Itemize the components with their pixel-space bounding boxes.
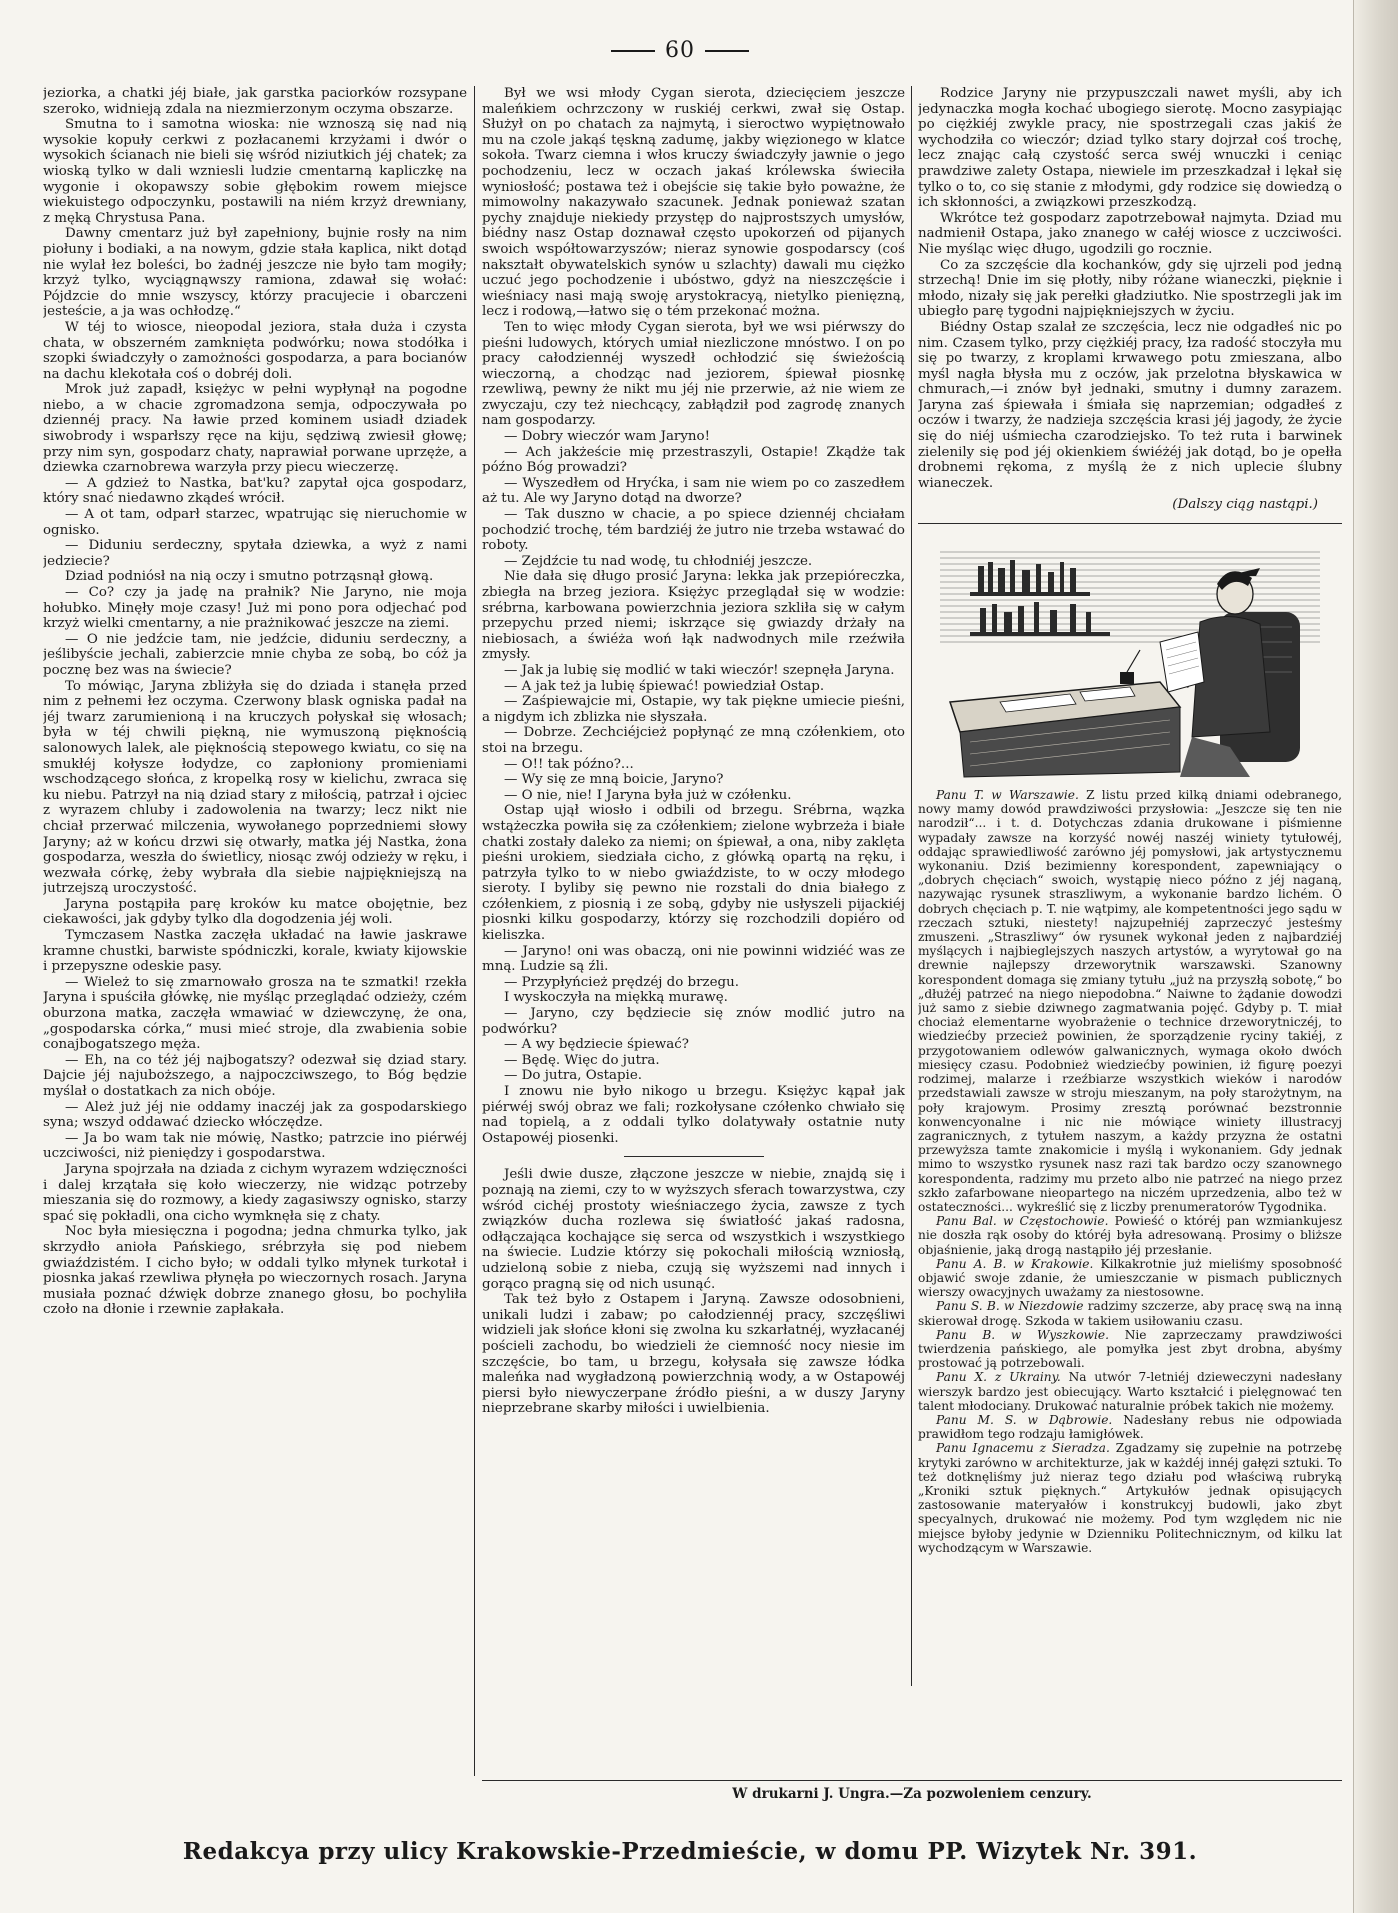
section-separator [624, 1156, 764, 1157]
paragraph: — Jak ja lubię się modlić w taki wieczór! szepnęła Jaryna. [504, 662, 895, 678]
column-3 [918, 86, 1342, 1776]
paragraph: — A ot tam, odparł starzec, wpatrując się nieruchomie w ognisko. [43, 507, 467, 538]
note-addressee: Panu X. z Ukrainy. [936, 1370, 1061, 1385]
paragraph: To mówiąc, Jaryna zbliżyła się do dziada i stanęła przed nim z pełnemi łez oczyma. Czerwony blask ogniska padał na jéj twarz zarumienioną i na kruczych połyskał się włosach; była w téj chwili piękną, nie wymuszoną pięknością salonowych lalek, ale pięknością stepowego kwiatu, co się na smukłéj kołysze łodydze, co zapłoniony promieniami wschodzącego słońca, z kropelką rosy w kielichu, zwraca się ku niebu. Patrzył na nią dziad stary z miłością, patrzał i ojciec z wyrazem chluby i zadowolenia na twarzy; lecz nikt nie chciał przerwać milczenia, wywołanego poprzedniemi słowy Jaryny; aż w końcu drzwi się otwarły, matka jéj Nastka, żona gospodarza, weszła do świetlicy, niosąc zwój odzieży w ręku, i wezwała córkę, żeby wybrała dla siebie najpiękniejszą na jutrzejszą uroczystość. [43, 678, 467, 897]
note-addressee: Panu A. B. w Krakowie. [936, 1256, 1094, 1271]
paragraph: — Dobry wieczór wam Jaryno! [504, 429, 710, 445]
paragraph: Mrok już zapadł, księżyc w pełni wypłynął na pogodne niebo, a w chacie zgromadzona semja, odpoczywała po dziennéj pracy. Na ławie przed kominem usiadł dziadek siwobrody i wsparłszy ręce na kiju, sędziwą zwiesił głowę; przy nim syn, gospodarz chaty, naprawiał porwane uprzęże, a dziewka czarnobrewa warzyła przy piecu wieczerzę. [43, 382, 467, 476]
paragraph: — Dobrze. Zechciéjcież popłynąć ze mną czółenkiem, oto stoi na brzegu. [482, 725, 905, 756]
paragraph: Ostap ujął wiosło i odbili od brzegu. Srébrna, wązka wstążeczka powiła się za czółenkiem; zielone wybrzeża i białe chatki zostały daleko za niemi; on śpiewał, a ona, niby zaklęta pieśni urokiem, siedziała cicho, z główką opartą na ręku, i patrzyła tylko to w niebo gwiaździste, to w oczy młodego sieroty. I byliby się pewno nie rozstali do dnia białego z czółenkiem, z piosnią i ze sobą, gdyby nie usłyszeli pijackiéj piosnki kilku gospodarzy, którzy się rozchodzili dopiéro od kieliszka. [482, 803, 905, 944]
paragraph: Dawny cmentarz już był zapełniony, bujnie rosły na nim piołuny i bodiaki, a na nowym, gdzie stała kaplica, nikt dotąd nie wylał łez boleści, bo żadnéj jeszcze nie było tam mogiły; krzyż tylko, wyciągnąwszy ramiona, zdawał się wołać: Pójdzcie do mnie wszyscy, którzy pracujecie i obarczeni jesteście, a ja was ochłodzę.“ [43, 226, 467, 320]
paragraph: jeziorka, a chatki jéj białe, jak garstka paciorków rozsypane szeroko, widnieją zdala na niezmierzonym oczyma obszarze. [43, 86, 467, 117]
paragraph: — Do jutra, Ostapie. [504, 1068, 643, 1084]
note-text: Z listu przed kilką dniami odebranego, nowy mamy dowód prawdziwości przysłowia: „Jeszcze się ten nie narodził“... i t. d. Dotychczas zdania drukowane i piśmienne wypadały zawsze na korzyść nowéj naszéj winiety tytułowéj, oddając sprawiedliwość zarówno jéj pomysłowi, jak artystycznemu wykonaniu. Dziś bezimienny korespondent, zapewniający o „dobrych chęciach“ swoich, wystąpię nieco późno z jéj naganą, nazywając rysunek straszliwym, a wykonanie bardzo lichém. O dobrych chęciach p. T. nie wątpimy, ale kompetentności jego sądu w rzeczach sztuki, niestety! najzupełniéj zaprzeczyć jesteśmy zmuszeni. „Straszliwy“ ów rysunek wykonał jeden z najbardziéj myślących i najbieglejszych naszych artystów, a wyrytował go na drewnie najlepszy drzeworytnik warszawski. Szanowny korespondent domaga się zmiany tytułu „już na przyszłą sobotę,“ bo „dłużéj patrzeć na niego niepodobna.“ Naiwne to żądanie dowodzi już samo z siebie dziwnego zagmatwania pojęć. Gdyby p. T. miał chociaż elementarne wyobrażenie o technice drzeworytniczéj, to wiedziećby przecież powinien, że sporządzenie ryciny takiéj, z przygotowaniem odlewów galwanicznych, wymaga około dwóch miesięcy czasu. Podobnież wiedziećby powinien, iż figurę poezyi rodzimej, malarze i rzeźbiarze wszystkich wieków i narodów przedstawiali zawsze w stroju mieszanym, na poły starożytnym, na poły krajowym. Prosimy zresztą porównać bezstronnie konwencyonalne i nic nie mówiące winiety illustracyj zagranicznych, z tytułem naszym, a każdy przyzna że ostatni przewyższa tamte znakomicie i myślą i wykonaniem. Gdy jednak mimo to wszystko rysunek nasz razi tak bardzo oczy szanownego korespondenta, radzimy mu przeto albo nie patrzeć na niego przez szkło zafarbowane nieopartego na niczém uprzedzenia, albo też w ostateczności... wykreślić się z liczby prenumeratorów Tygodnika. [918, 788, 1342, 1214]
note [918, 1413, 1342, 1441]
paragraph: — A gdzież to Nastka, bat'ku? zapytał ojca gospodarz, który snać niedawno zkądeś wrócił. [43, 475, 467, 507]
paragraph: — Wy się ze mną boicie, Jaryno? [504, 772, 724, 788]
editorial-address: Redakcya przy ulicy Krakowskie-Przedmieście, w domu PP. Wizytek Nr. 391. [182, 1838, 1198, 1865]
paragraph: — A wy będziecie śpiewać? [504, 1037, 689, 1053]
paragraph: — O!! tak późno?... [504, 756, 634, 772]
paragraph: — Tak duszno w chacie, a po spiece dziennéj chciałam pochodzić trochę, tém bardziéj że jutro nie trzeba wstawać do roboty. [482, 507, 905, 554]
continuation-note: (Dalszy ciąg nastąpi.) [1172, 497, 1318, 513]
note [918, 1299, 1342, 1327]
paragraph: Ten to więc młody Cygan sierota, był we wsi piérwszy do pieśni ludowych, których umiał niezliczone mnóstwo. I on po pracy całodziennéj wyszedł ochłodzić się świeżością wieczorną, a chodząc nad jeziorem, śpiewał piosnkę rzewliwą, pewny że nikt mu jéj nie przerwie, aż nie wiem ze zwyczaju, czy też niechcący, zabłądził pod zagrodę znanych nam gospodarzy. [482, 319, 905, 429]
paragraph: I znowu nie było nikogo u brzegu. Księżyc kąpał jak piérwéj swój obraz we fali; rozkołysane czółenko chwiało się nad topielą, a z oddali tylko dolatywały ostatnie nuty Ostapowéj piosenki. [482, 1084, 905, 1146]
engraving-reader-at-desk [930, 532, 1330, 782]
paragraph: Smutna to i samotna wioska: nie wznoszą się nad nią wysokie kopuły cerkwi z pozłacanemi krzyżami i dwór o wysokich ścianach nie bieli się wśród niziutkich jéj chatek; za wioską tylko w dali wzniesli ludzie cmentarną kapliczkę na wygonie i okopawszy sobie głębokim rowem miejsce wiekuistego odpoczynku, postawili na niém krzyż drewniany, z męką Chrystusa Pana. [43, 117, 467, 226]
note-addressee: Panu S. B. w Niezdowie [936, 1299, 1084, 1314]
paragraph: — Zejdźcie tu nad wodę, tu chłodniéj jeszcze. [504, 553, 813, 569]
paragraph: Tymczasem Nastka zaczęła układać na ławie jaskrawe kramne chustki, barwiste spódniczki, korale, kwiaty kijowskie i przepyszne odeskie pasy. [43, 928, 467, 975]
paragraph: — Zaśpiewajcie mi, Ostapie, wy tak piękne umiecie pieśni, a nigdym ich zblizka nie słyszała. [482, 694, 905, 725]
note-addressee: Panu M. S. w Dąbrowie. [936, 1412, 1113, 1427]
paragraph: I wyskoczyła na miękką murawę. [504, 990, 728, 1006]
footer-rule [482, 1780, 1342, 1781]
editorial-notes [918, 788, 1342, 1555]
note-addressee: Panu T. w Warszawie. [936, 788, 1079, 803]
paragraph: Wkrótce też gospodarz zapotrzebował najmyta. Dziad mu nadmienił Ostapa, jako znanego w całéj wiosce z uczciwości. Nie myśląc więc długo, ugodzili go rocznie. [918, 210, 1342, 257]
note-text: Zgadzamy się zupełnie na potrzebę krytyki zarówno w architekturze, jak w każdéj innéj gałęzi sztuki. To też dotknęliśmy już nieraz tego działu pod właściwą rubryką „Kroniki sztuk pięknych.“ Artykułów jednak opisujących zastosowanie materyałów i konstrukcyj budowli, jako zbyt specyalnych, drukować nie możemy. Pod tym względem nic nie miejsce byłoby jedynie w Dzienniku Politechnicznym, od kilku lat wychodzącym w Warszawie. [918, 1441, 1342, 1555]
paragraph: — Jaryno, czy będziecie się znów modlić jutro na podwórku? [482, 1006, 905, 1037]
paragraph: Rodzice Jaryny nie przypuszczali nawet myśli, aby ich jedynaczka mogła kochać ubogiego sierotę. Mocno zasypiając po ciężkiéj zwykle pracy, nie spostrzegali czas jakiś że wychodziła co wieczór; dziad tylko stary dojrzał coś trochę, lecz znając całą czystość serca swéj wnuczki i ceniąc prawdziwe zalety Ostapa, niewiele im przeszkadzał i lękał się tylko o to, co się stanie z młodymi, gdy rodzice się dowiedzą o ich skłonności, a związkowi przeszkodzą. [918, 86, 1342, 211]
paragraph: — O nie jedźcie tam, nie jedźcie, diduniu serdeczny, a jeślibyście jechali, zabierzcie mnie chyba ze sobą, bo cóż ja pocznę bez was na świecie? [43, 631, 467, 678]
paragraph: — Eh, na co téż jéj najbogatszy? odezwał się dziad stary. Dajcie jéj najuboższego, a najpoczciwszego, to Bóg będzie myślał o dostatkach za nich obóje. [43, 1052, 467, 1099]
paragraph: Jeśli dwie dusze, złączone jeszcze w niebie, znajdą się i poznają na ziemi, czy to w wyższych sferach towarzystwa, czy wśród cichéj prostoty wieśniaczego życia, zawsze z tych związków ducha rozlewa się światłość jakaś radosna, odłączająca kochające się serca od wszystkich i wszystkiego na świecie. Ludzie którzy się pokochali miłością wzniosłą, udzieloną sobie z nieba, czują się wyższemi nad innych i gorąco pragną się od nich usunąć. [482, 1167, 905, 1292]
paragraph: Był we wsi młody Cygan sierota, dziecięciem jeszcze maleńkiem ochrzczony w ruskiéj cerkwi, zwał się Ostap. Służył on po chatach za najmytą, i sieroctwo wypiętnowało mu na czole jakąś tęskną zadumę, jakby więzionego w klatce sokoła. Twarz ciemna i włos kruczy świadczyły jawnie o jego pochodzeniu, lecz w oczach jakaś królewska świeciła wyniosłość; postawa też i obejście się takie było poważne, że mimowolny nakazywało szacunek. Jednak ponieważ szatan pychy znajduje niekiedy przystęp do najprostszych umysłów, biédny nasz Ostap doznawał często upokorzeń od pijanych swoich współtowarzyszów; nieraz synowie gospodarscy (coś nakształt obywatelskich synów u szlachty) dawali mu ciężko uczuć jego pochodzenie i ubóstwo, gdyż na nieszczęście i wieśniacy nasi mają swoję arystokracyą, nietylko pienięzną, lecz i rodową,—łatwo się o tém przekonać można. [482, 86, 905, 320]
paragraph: — Jaryno! oni was obaczą, oni nie powinni widziéć was ze mną. Ludzie są źli. [482, 943, 905, 975]
note [918, 1328, 1342, 1371]
paragraph: — Ja bo wam tak nie mówię, Nastko; patrzcie ino piérwéj uczciwości, niż pieniędzy i gospodarstwa. [43, 1130, 467, 1162]
note-text: Na utwór 7-letniéj dzieweczyni nadesłany wierszyk bardzo jest obiecujący. Warto kształcić i pielęgnować ten talent młodociany. Drukować naturalnie próbek takich nie możemy. [918, 1370, 1342, 1413]
paragraph: — Ależ już jéj nie oddamy inaczéj jak za gospodarskiego syna; wszyd oddawać dziecko włóczędze. [43, 1099, 467, 1131]
paragraph: — Co? czy ja jadę na prałnik? Nie Jaryno, nie moja hołubko. Minęły moje czasy! Już mi pono pora odjechać pod krzyż wielki cmentarny, a nie prażnikować jeszcze na ziemi. [43, 585, 467, 632]
paragraph: — O nie, nie! I Jaryna była już w czółenku. [504, 787, 792, 803]
paragraph: — A jak też ja lubię śpiewać! powiedział Ostap. [504, 678, 825, 694]
paragraph: Biédny Ostap szalał ze szczęścia, lecz nie odgadłeś nic po nim. Czasem tylko, przy ciężkiéj pracy, łza radość stoczyła mu się po twarzy, z kroplami krwawego potu zmieszana, albo myśl nagła błysła mu z oczów, jak przelotna błyskawica w chmurach,—i znów był jednaki, smutny i dumny zarazem. Jaryna zaś śpiewała i śmiała się naprzemian; odgadłeś z oczów i twarzy, że nadzieja szczęścia krasi jéj jagody, że życie się do niéj uśmiecha czarodziejsko. To też ruta i barwinek zielenily się pod jéj okienkiem świéżéj jak dotąd, bo je opełła drobnemi rękoma, z myślą że z nich uplecie ślubny wianeczek. [918, 319, 1342, 491]
paragraph: — Będę. Więc do jutra. [504, 1052, 660, 1068]
paragraph: — Ach jakżeście mię przestraszyli, Ostapie! Zkądże tak późno Bóg prowadzi? [482, 444, 905, 476]
paragraph: Noc była miesięczna i pogodna; jedna chmurka tylko, jak skrzydło anioła Pańskiego, srébrzyła się pod niebem gwiaździstém. I cicho było; w oddali tylko młynek turkotał i piosnka jakaś rzewliwa płynęła po wieczornych rosach. Jaryna musiała poznać dźwięk dobrze znanego głosu, bo pochyliła czoło na dłonie i rzewnie zapłakała. [43, 1224, 467, 1318]
printer-imprint: W drukarni J. Ungra.—Za pozwoleniem cenzury. [732, 1786, 1092, 1802]
page-edge [1353, 0, 1398, 1913]
paragraph: W téj to wiosce, nieopodal jeziora, stała duża i czysta chata, w obszerném zamknięta podwórku; nowa stodółka i szopki świadczyły o zamożności gospodarza, a para bocianów na dachu klekotała coś o dobréj doli. [43, 319, 467, 382]
note [918, 1441, 1342, 1555]
paragraph: Co za szczęście dla kochanków, gdy się ujrzeli pod jedną strzechą! Dnie im się płotły, niby różane wianeczki, pięknie i młodo, nizały się jak perełki gładziutko. Nie spostrzegli jak im ubiegło parę tygodni najpiękniejszych w życiu. [918, 257, 1342, 320]
note-addressee: Panu Ignacemu z Sieradza. [936, 1441, 1110, 1456]
section-separator [918, 523, 1342, 524]
note-addressee: Panu B. w Wyszkowie. [936, 1327, 1109, 1342]
note [918, 1257, 1342, 1300]
note-text: radzimy szczerze, aby pracę swą na inną skierował drogę. Szkoda w takiem usiłowaniu czasu. [918, 1299, 1342, 1328]
page-number: 60 [600, 38, 760, 63]
note [918, 1370, 1342, 1413]
note [918, 1214, 1342, 1257]
paragraph: Dziad podniósł na nią oczy i smutno potrząsnął głową. [65, 569, 434, 585]
note-addressee: Panu Bal. w Częstochowie. [936, 1214, 1109, 1229]
note [918, 788, 1342, 1214]
paragraph: Jaryna postąpiła parę kroków ku matce obojętnie, bez ciekawości, jak gdyby tylko dla dogodzenia jéj woli. [43, 896, 467, 928]
paragraph: — Przypłyńcież prędzéj do brzegu. [504, 974, 739, 990]
paragraph: — Wieleż to się zmarnowało grosza na te szmatki! rzekła Jaryna i spuściła główkę, nie myśląc przeglądać odzieży, czém oburzona matka, zaczęła wmawiać w dziewczynę, że ona, „gospodarska córka,“ musi mieć stroje, dla zwabienia sobie conajbogatszego męża. [43, 974, 467, 1053]
column-1 [43, 86, 467, 1876]
note-text: Nie zaprzeczamy prawdziwości twierdzenia pańskiego, ale pomyłka jest zbyt drobna, abyśmy prostować ją potrzebowali. [918, 1327, 1342, 1371]
column-rule [474, 86, 475, 1776]
note-text: Powieść o któréj pan wzmiankujesz nie doszła rąk osoby do któréj była adresowaną. Prosimy o bliższe objaśnienie, jaką drogą nastąpiło jéj przesłanie. [918, 1214, 1342, 1257]
paragraph: — Diduniu serdeczny, spytała dziewka, a wyż z nami jedziecie? [43, 538, 467, 569]
note-text: Nadesłany rebus nie odpowiada prawidłom tego rodzaju łamigłówek. [918, 1412, 1342, 1442]
paragraph: — Wyszedłem od Hryćka, i sam nie wiem po co zaszedłem aż tu. Ale wy Jaryno dotąd na dworze? [482, 475, 905, 507]
note-text: Kilkakrotnie już mieliśmy sposobność objawić swoje zdanie, że umieszczanie w pismach publicznych wierszy owacyjnych uważamy za niestosowne. [918, 1256, 1342, 1300]
paragraph: Tak też było z Ostapem i Jaryną. Zawsze odosobnieni, unikali ludzi i zabaw; po całodziennéj pracy, szczęśliwi widzieli jak słońce kłoni się zwolna ku szkarłatnéj, wyzłacanéj pościeli zachodu, bo wiedzieli że ciemność nocy niesie im szczęście, bo tam, u brzegu, kołysała się zawsze łódka maleńka nad wygładzoną powierzchnią wody, a w Ostapowéj piersi było niewyczerpane źródło pieśni, a w duszy Jaryny nieprzebrane skarby miłości i uwielbienia. [482, 1292, 905, 1417]
column-rule [911, 86, 912, 1686]
paragraph: Nie dała się długo prosić Jaryna: lekka jak przepióreczka, zbiegła na brzeg jeziora. Księżyc przeglądał się w wodzie: srébrna, karbowana powierzchnia jeziora szkliła się w całym przepychu przed niemi; iskrzące się gwiazdy drżały na niebiosach, a świéża woń łąk nadwodnych mile rzeźwiła zmysły. [482, 569, 905, 663]
paragraph: Jaryna spojrzała na dziada z cichym wyrazem wdzięczności i dalej krzątała się koło wieczerzy, nie widząc potrzeby mieszania się do rozmowy, a kiedy zagasiwszy ognisko, starzy spać się pokładli, ona cicho wymknęła się z chaty. [43, 1161, 467, 1224]
column-2 [482, 86, 905, 1776]
